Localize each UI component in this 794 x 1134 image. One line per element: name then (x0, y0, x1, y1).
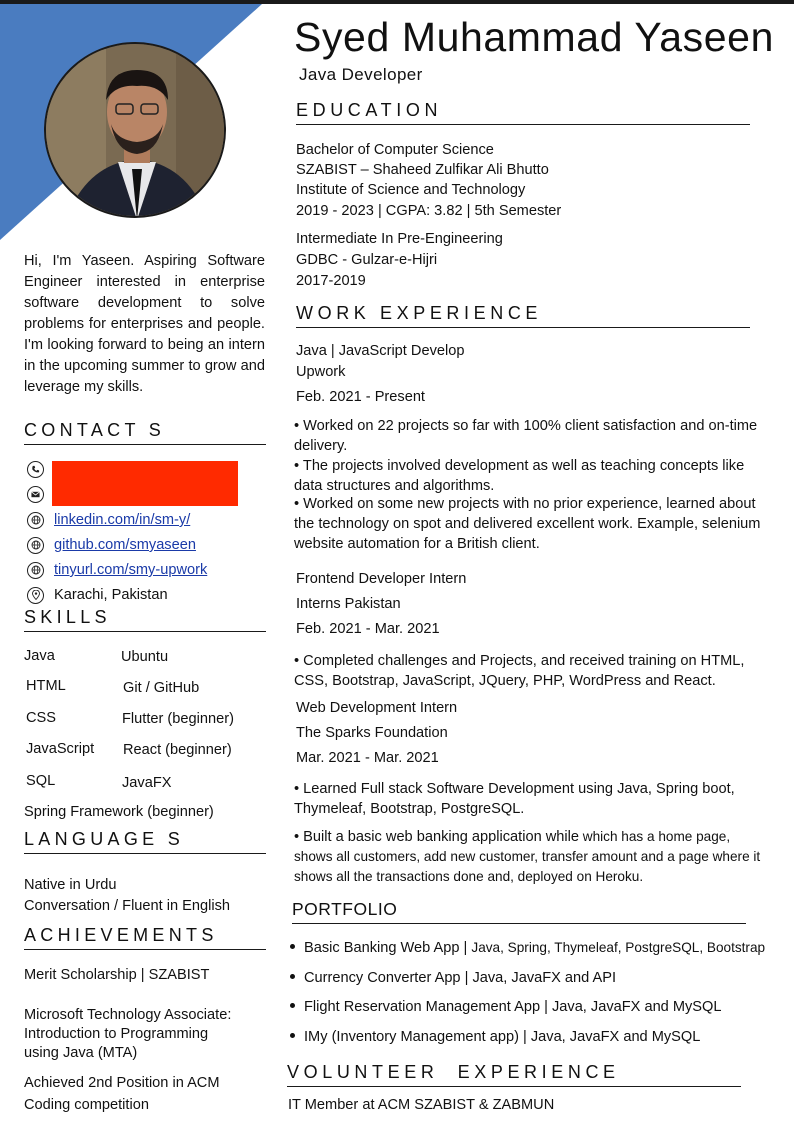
job-title: Web Development Intern (296, 700, 458, 716)
education-line: GDBC - Gulzar-e-Hijri (296, 252, 438, 268)
education-line: Bachelor of Computer Science (296, 142, 494, 158)
portfolio-item (290, 940, 765, 956)
location-text: Karachi, Pakistan (54, 587, 168, 603)
bullet-dot (290, 944, 295, 949)
globe-icon (27, 512, 44, 529)
education-line: 2019 - 2023 | CGPA: 3.82 | 5th Semester (296, 203, 562, 219)
skill-item: React (beginner) (123, 742, 232, 758)
volunteer-item: IT Member at ACM SZABIST & ZABMUN (288, 1097, 555, 1113)
portfolio-item-sep: | (459, 940, 472, 956)
job-dates: Mar. 2021 - Mar. 2021 (296, 750, 439, 766)
phone-row (27, 459, 54, 479)
job-title: Java | JavaScript Develop (296, 343, 465, 359)
portfolio-item-name: Basic Banking Web App (304, 940, 460, 956)
job-bullet: • Completed challenges and Projects, and received training on HTML, CSS, Bootstrap, JavaScript, JQuery, PHP, WordPress and React. (294, 653, 745, 689)
portfolio-item-tech: Java, Spring, Thymeleaf, PostgreSQL, Bootstrap (471, 940, 766, 955)
upwork-link[interactable]: tinyurl.com/smy-upwork (54, 562, 208, 578)
achievement-item: Merit Scholarship | SZABIST (24, 967, 210, 983)
profile-photo (44, 42, 226, 218)
email-icon (27, 486, 44, 503)
education-line: Intermediate In Pre-Engineering (296, 231, 503, 247)
job-company: Interns Pakistan (296, 596, 401, 612)
portfolio-item-name: IMy (Inventory Management app) (304, 1029, 519, 1045)
job-bullet (294, 827, 764, 887)
volunteer-heading: VOLUNTEER EXPERIENCE (287, 1062, 741, 1087)
job-company: Upwork (296, 364, 346, 380)
location-pin-icon (27, 587, 44, 604)
bullet-dot (290, 1003, 295, 1008)
candidate-role: Java Developer (299, 65, 423, 84)
job-company: The Sparks Foundation (296, 725, 448, 741)
education-line: Institute of Science and Technology (296, 182, 526, 198)
upwork-row (27, 560, 207, 580)
globe-icon (27, 562, 44, 579)
contacts-heading: CONTACT S (24, 420, 266, 445)
achievement-item: Achieved 2nd Position in ACM (24, 1075, 220, 1091)
portfolio-item-name: Currency Converter App (304, 970, 461, 986)
achievement-item: Coding competition (24, 1097, 149, 1113)
skill-item: HTML (26, 678, 66, 694)
email-row (27, 484, 54, 504)
education-heading: EDUCATION (296, 100, 750, 125)
achievement-item: using Java (MTA) (24, 1045, 138, 1061)
job-bullet: • Learned Full stack Software Development using Java, Spring boot, Thymeleaf, Bootstrap, PostgreSQL. (294, 781, 735, 817)
job-bullet: • Worked on some new projects with no prior experience, learned about the technology on spot and delivered excellent work. Example, selenium website automation for a British client. (294, 496, 761, 552)
portfolio-item-sep: | (460, 970, 473, 986)
job-title: Frontend Developer Intern (296, 571, 467, 587)
redacted-contact-info (52, 461, 238, 506)
intro-paragraph: Hi, I'm Yaseen. Aspiring Software Engineer interested in enterprise software development to solve problems for enterprises and people. I'm looking forward to being an intern in the upcoming summer to grow and leverage my skills. (24, 253, 265, 395)
portfolio-heading: PORTFOLIO (292, 899, 746, 924)
portfolio-item-tech: Java, JavaFX and MySQL (551, 999, 722, 1015)
education-line: SZABIST – Shaheed Zulfikar Ali Bhutto (296, 162, 549, 178)
skill-item: Git / GitHub (123, 680, 200, 696)
phone-icon (27, 461, 44, 478)
github-link[interactable]: github.com/smyaseen (54, 537, 196, 553)
language-item: Conversation / Fluent in English (24, 898, 231, 914)
portfolio-item-sep: | (540, 999, 552, 1015)
work-experience-heading: WORK EXPERIENCE (296, 303, 750, 328)
achievements-heading: ACHIEVEMENTS (24, 925, 266, 950)
languages-heading: LANGUAGE S (24, 829, 266, 854)
achievement-item: Introduction to Programming (24, 1026, 209, 1042)
education-line: 2017-2019 (296, 273, 366, 289)
job-bullet-lead: • Built a basic web banking application while (294, 829, 579, 845)
globe-icon (27, 537, 44, 554)
job-bullet: • Worked on 22 projects so far with 100% client satisfaction and on-time delivery. (294, 418, 758, 454)
skills-heading: SKILLS (24, 607, 266, 632)
skill-item: JavaScript (26, 741, 95, 757)
bullet-dot (290, 1033, 295, 1038)
portfolio-item (290, 999, 722, 1015)
portfolio-item (290, 970, 616, 986)
candidate-name: Syed Muhammad Yaseen (294, 14, 774, 60)
skill-item: Spring Framework (beginner) (24, 804, 214, 820)
portfolio-item-sep: | (518, 1029, 531, 1045)
location-row (27, 585, 168, 605)
skill-item: Ubuntu (121, 649, 169, 665)
portfolio-item (290, 1029, 700, 1045)
github-row (27, 535, 196, 555)
job-bullet-rest: which has a home page, shows all customers, add new customer, transfer amount and a page where it shows all the transactions done and, deployed on Heroku. (294, 829, 761, 884)
bullet-dot (290, 974, 295, 979)
job-bullet: • The projects involved development as well as teaching concepts like data structures and algorithms. (294, 458, 745, 494)
portfolio-item-tech: Java, JavaFX and MySQL (530, 1029, 701, 1045)
skill-item: Java (24, 648, 55, 664)
achievement-item: Microsoft Technology Associate: (24, 1007, 232, 1023)
portfolio-item-tech: Java, JavaFX and API (472, 970, 617, 986)
skill-item: JavaFX (122, 775, 172, 791)
skill-item: CSS (26, 710, 57, 726)
language-item: Native in Urdu (24, 877, 117, 893)
job-dates: Feb. 2021 - Mar. 2021 (296, 621, 440, 637)
skill-item: Flutter (beginner) (122, 711, 234, 727)
job-dates: Feb. 2021 - Present (296, 389, 425, 405)
linkedin-link[interactable]: linkedin.com/in/sm-y/ (54, 512, 191, 528)
linkedin-row (27, 510, 190, 530)
skill-item: SQL (26, 773, 56, 789)
portfolio-item-name: Flight Reservation Management App (304, 999, 541, 1015)
